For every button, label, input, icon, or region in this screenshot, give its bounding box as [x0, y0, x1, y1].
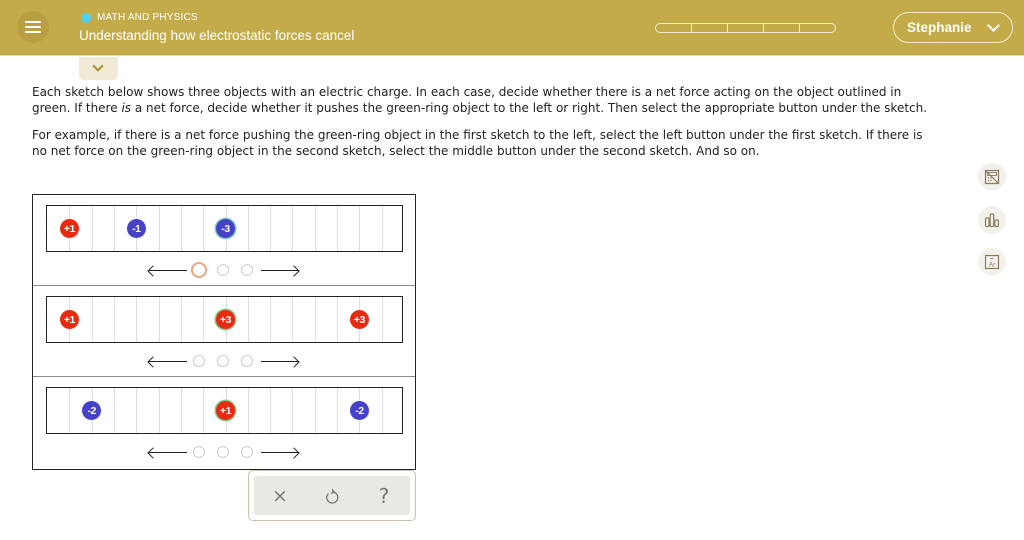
answer-row [148, 355, 308, 369]
grid-line [337, 388, 338, 433]
target-charge: +1 [216, 401, 235, 420]
calculator-icon [984, 169, 1000, 185]
charge: -2 [82, 401, 101, 420]
right-arrow-head [288, 356, 299, 367]
progress-bar [655, 23, 836, 33]
grid-line [382, 206, 383, 251]
progress-segment [655, 23, 692, 33]
sketch-3 [33, 377, 415, 468]
undo-icon [324, 487, 340, 505]
charge: +1 [60, 310, 79, 329]
periodic-chart-icon [984, 212, 1000, 228]
grid-line [248, 206, 249, 251]
answer-radio-none[interactable] [217, 446, 229, 458]
help-button[interactable] [372, 485, 396, 507]
grid-line [270, 388, 271, 433]
answer-radio-left[interactable] [191, 262, 207, 278]
instructions [32, 85, 932, 160]
action-bar [248, 470, 416, 521]
chevron-down-icon [92, 60, 103, 71]
instructions-text: Each sketch below shows three objects with an electric charge. In each case, decide whether there is a net force acting on the object outlined in green. If there [32, 85, 902, 115]
grid-line [114, 388, 115, 433]
grid-line [92, 206, 93, 251]
grid-line [382, 297, 383, 342]
subject-text: MATH AND PHYSICS [97, 12, 198, 23]
top-bar [0, 0, 1024, 56]
grid-line [315, 297, 316, 342]
grid-line [136, 388, 137, 433]
sketch-container [32, 194, 416, 470]
grid-line [159, 206, 160, 251]
grid-line [337, 206, 338, 251]
grid-line [337, 297, 338, 342]
instructions-emphasis: is [121, 100, 132, 115]
grid-line [315, 388, 316, 433]
grid-line [114, 297, 115, 342]
grid-line [248, 388, 249, 433]
action-bar-inner [254, 476, 410, 515]
chart-button[interactable] [978, 206, 1006, 234]
collapse-header-button[interactable] [79, 57, 118, 80]
left-arrow-head [147, 447, 158, 458]
grid-line [181, 297, 182, 342]
progress-segment [763, 23, 800, 33]
instructions-text: a net force, decide whether it pushes the green-ring object to the left or right. Then select the appropriate button under the sketch. [131, 100, 928, 115]
subject-label [81, 12, 198, 23]
left-arrow-head [147, 356, 158, 367]
periodic-table-label: Ar [988, 261, 996, 269]
right-arrow-head [288, 447, 299, 458]
grid-line [203, 388, 204, 433]
progress-segment [799, 23, 836, 33]
grid-line [92, 297, 93, 342]
answer-radio-left[interactable] [193, 355, 205, 367]
grid-line [203, 297, 204, 342]
answer-radio-none[interactable] [217, 355, 229, 367]
grid-line [181, 388, 182, 433]
grid-line [69, 388, 70, 433]
periodic-table-button[interactable] [978, 248, 1006, 276]
grid-line [315, 206, 316, 251]
charge: +1 [60, 219, 79, 238]
charge: -2 [350, 401, 369, 420]
grid-line [270, 206, 271, 251]
grid-line [292, 297, 293, 342]
right-arrow-head [288, 265, 299, 276]
target-charge: -3 [216, 219, 235, 238]
answer-radio-none[interactable] [217, 264, 229, 276]
instructions-paragraph-2: For example, if there is a net force pushing the green-ring object in the first sketch to the left, select the left button under the first sketch. If there is no net force on the green-ring object in the second sketch, select the middle button under the second sketch. And so on. [32, 128, 923, 159]
grid-line [248, 297, 249, 342]
user-name: Stephanie [907, 20, 972, 35]
sketch-2 [33, 286, 415, 377]
charge: -1 [127, 219, 146, 238]
sketch-1 [33, 195, 415, 286]
grid-line [382, 388, 383, 433]
undo-button[interactable] [320, 485, 344, 507]
answer-radio-right[interactable] [241, 264, 253, 276]
grid-line [159, 297, 160, 342]
answer-radio-left[interactable] [193, 446, 205, 458]
answer-radio-right[interactable] [241, 355, 253, 367]
grid-line [292, 206, 293, 251]
instructions-paragraph-1 [32, 85, 932, 116]
answer-row [148, 264, 308, 278]
menu-line [25, 31, 41, 33]
help-icon: ? [378, 484, 390, 508]
grid-line [159, 388, 160, 433]
charge: +3 [350, 310, 369, 329]
grid-line [359, 206, 360, 251]
charge-grid [46, 205, 403, 252]
progress-segment [727, 23, 764, 33]
charge-grid [46, 296, 403, 343]
grid-line [114, 206, 115, 251]
subject-dot-icon [81, 13, 91, 23]
grid-line [203, 206, 204, 251]
user-menu-button[interactable] [893, 12, 1013, 43]
close-icon: × [272, 485, 288, 507]
hamburger-menu-button[interactable] [17, 11, 49, 43]
calculator-button[interactable] [978, 163, 1006, 191]
answer-radio-right[interactable] [241, 446, 253, 458]
topic-title: Understanding how electrostatic forces cancel [79, 28, 355, 43]
periodic-table-icon [984, 254, 1000, 270]
answer-row [148, 446, 308, 460]
grid-line [270, 297, 271, 342]
grid-line [181, 206, 182, 251]
menu-line [25, 21, 41, 23]
grid-line [136, 297, 137, 342]
target-charge: +3 [216, 310, 235, 329]
charge-grid [46, 387, 403, 434]
chevron-down-icon [987, 19, 1000, 32]
clear-button[interactable] [268, 485, 292, 507]
menu-line [25, 26, 41, 28]
progress-segment [691, 23, 728, 33]
left-arrow-head [147, 265, 158, 276]
grid-line [292, 388, 293, 433]
